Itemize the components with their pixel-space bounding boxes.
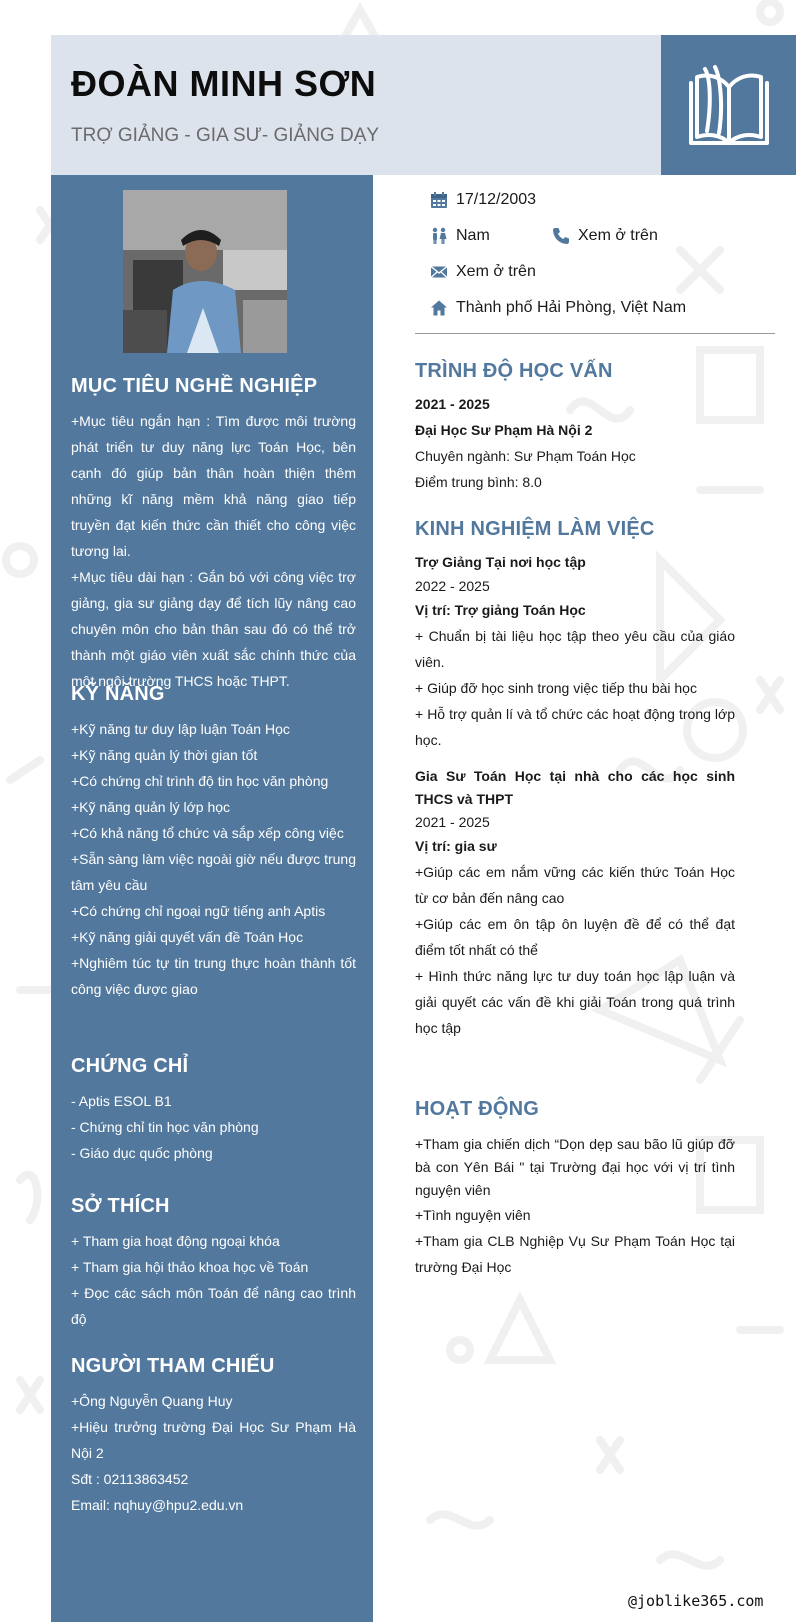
job-detail: + Hình thức năng lực tư duy toán học lập luận và giải quyết các vấn đề khi giải Toán trong quá trình học tập: [415, 968, 735, 1036]
list-item: +Kỹ năng tư duy lập luận Toán Học: [71, 721, 290, 737]
job-title: Trợ Giảng Tại nơi học tập: [415, 554, 586, 570]
job-position: Vị trí: gia sư: [415, 838, 497, 854]
gender-icon: [430, 227, 448, 245]
list-item: + Tham gia hội thảo khoa học về Toán: [71, 1259, 309, 1275]
list-item: +Nghiêm túc tự tin trung thực hoàn thành tốt công việc được giao: [71, 955, 356, 997]
list-item: +Tình nguyện viên: [415, 1207, 531, 1223]
address-row: [430, 299, 686, 317]
education-gpa: Điểm trung bình: 8.0: [415, 474, 542, 490]
list-item: +Kỹ năng quản lý thời gian tốt: [71, 747, 258, 763]
skills-heading: KỸ NĂNG: [71, 683, 165, 705]
calendar-icon: [430, 191, 448, 209]
list-item: +Tham gia chiến dịch “Dọn dẹp sau bão lũ giúp đỡ bà con Yên Bái " tại Trường đại học với vị trí tình nguyện viên: [415, 1136, 735, 1198]
certificates-section: [71, 1055, 356, 1166]
list-item: +Kỹ năng giải quyết vấn đề Toán Học: [71, 929, 304, 945]
job-entry: [415, 549, 735, 753]
list-item: +Hiệu trưởng trường Đại Học Sư Phạm Hà Nội 2: [71, 1419, 356, 1461]
email-value: Xem ở trên: [456, 263, 536, 280]
phone-icon: [552, 227, 570, 245]
objective-heading: MỤC TIÊU NGHỀ NGHIỆP: [71, 375, 318, 397]
objective-short-term: +Mục tiêu ngắn hạn : Tìm được môi trường phát triển tư duy năng lực Toán Học, bên cạnh đó giúp bản thân hoàn thiện thêm những kĩ năng mềm khả năng giao tiếp truyền đạt kiến thức cần thiết cho công việc tương lai.: [71, 413, 356, 559]
education-section: [415, 360, 735, 495]
job-period: 2022 - 2025: [415, 578, 490, 594]
envelope-icon: [430, 263, 448, 281]
email-row: [430, 263, 536, 281]
experience-heading: KINH NGHIỆM LÀM VIỆC: [415, 518, 655, 540]
references-section: [71, 1355, 356, 1518]
references-heading: NGƯỜI THAM CHIẾU: [71, 1355, 275, 1377]
activities-section: [415, 1098, 735, 1280]
job-detail: + Giúp đỡ học sinh trong việc tiếp thu bài học: [415, 680, 697, 696]
experience-section: [415, 518, 735, 1041]
job-detail: + Hỗ trợ quản lí và tổ chức các hoạt động trong lớp học.: [415, 706, 735, 748]
list-item: - Aptis ESOL B1: [71, 1093, 172, 1109]
objective-long-term: +Mục tiêu dài hạn : Gắn bó với công việc trợ giảng, gia sư giảng dạy để tích lũy nâng cao chuyên môn cho bản thân sau đó có thể trở thành một giáo viên xuất sắc chính thức của một ngôi trường THCS hoặc THPT.: [71, 569, 356, 689]
birthday-row: [430, 191, 536, 209]
gender-row: [430, 227, 490, 245]
profile-photo: [123, 190, 287, 353]
job-title: Gia Sư Toán Học tại nhà cho các học sinh THCS và THPT: [415, 768, 735, 807]
list-item: + Tham gia hoạt động ngoại khóa: [71, 1233, 280, 1249]
phone-value: Xem ở trên: [578, 227, 658, 244]
certificates-heading: CHỨNG CHỈ: [71, 1055, 189, 1077]
sidebar: [51, 175, 373, 1622]
address-value: Thành phố Hải Phòng, Việt Nam: [456, 299, 687, 316]
home-icon: [430, 299, 448, 317]
watermark: @joblike365.com: [628, 1592, 764, 1610]
job-title: TRỢ GIẢNG - GIA SƯ- GIẢNG DẠY: [71, 125, 380, 146]
list-item: - Giáo dục quốc phòng: [71, 1145, 213, 1161]
job-entry: [415, 765, 735, 1041]
birthday-value: 17/12/2003: [456, 191, 537, 208]
list-item: +Có chứng chỉ trình độ tin học văn phòng: [71, 773, 329, 789]
header-banner: [51, 35, 661, 175]
open-book-icon: [681, 57, 777, 153]
objective-section: [71, 375, 356, 694]
job-period: 2021 - 2025: [415, 814, 490, 830]
education-major: Chuyên ngành: Sư Phạm Toán Học: [415, 448, 636, 464]
activities-heading: HOẠT ĐỘNG: [415, 1098, 540, 1120]
job-position: Vị trí: Trợ giảng Toán Học: [415, 602, 586, 618]
list-item: +Sẵn sàng làm việc ngoài giờ nếu được trung tâm yêu cầu: [71, 851, 356, 893]
list-item: + Đọc các sách môn Toán để nâng cao trình độ: [71, 1285, 356, 1327]
list-item: +Có chứng chỉ ngoại ngữ tiếng anh Aptis: [71, 903, 326, 919]
job-detail: +Giúp các em ôn tập ôn luyện đề để có thể đạt điểm tốt nhất có thể: [415, 916, 735, 958]
hobbies-heading: SỞ THÍCH: [71, 1195, 170, 1217]
gender-value: Nam: [456, 227, 490, 244]
contact-divider: [415, 333, 775, 334]
list-item: +Kỹ năng quản lý lớp học: [71, 799, 231, 815]
list-item: Email: nqhuy@hpu2.edu.vn: [71, 1497, 244, 1513]
list-item: +Tham gia CLB Nghiệp Vụ Sư Phạm Toán Học tại trường Đại Học: [415, 1233, 735, 1275]
phone-row: [552, 227, 658, 245]
list-item: Sđt : 02113863452: [71, 1471, 189, 1487]
hobbies-section: [71, 1195, 356, 1332]
list-item: +Ông Nguyễn Quang Huy: [71, 1393, 233, 1409]
candidate-name: ĐOÀN MINH SƠN: [71, 63, 377, 104]
skills-section: [71, 683, 356, 1002]
list-item: - Chứng chỉ tin học văn phòng: [71, 1119, 259, 1135]
education-period: 2021 - 2025: [415, 396, 490, 412]
education-heading: TRÌNH ĐỘ HỌC VẤN: [415, 360, 613, 382]
job-detail: + Chuẩn bị tài liệu học tập theo yêu cầu của giáo viên.: [415, 628, 735, 670]
education-school: Đại Học Sư Phạm Hà Nội 2: [415, 422, 593, 438]
list-item: +Có khả năng tổ chức và sắp xếp công việc: [71, 825, 344, 841]
job-detail: +Giúp các em nắm vững các kiến thức Toán Học từ cơ bản đến nâng cao: [415, 864, 735, 906]
header-icon-box: [661, 35, 796, 175]
